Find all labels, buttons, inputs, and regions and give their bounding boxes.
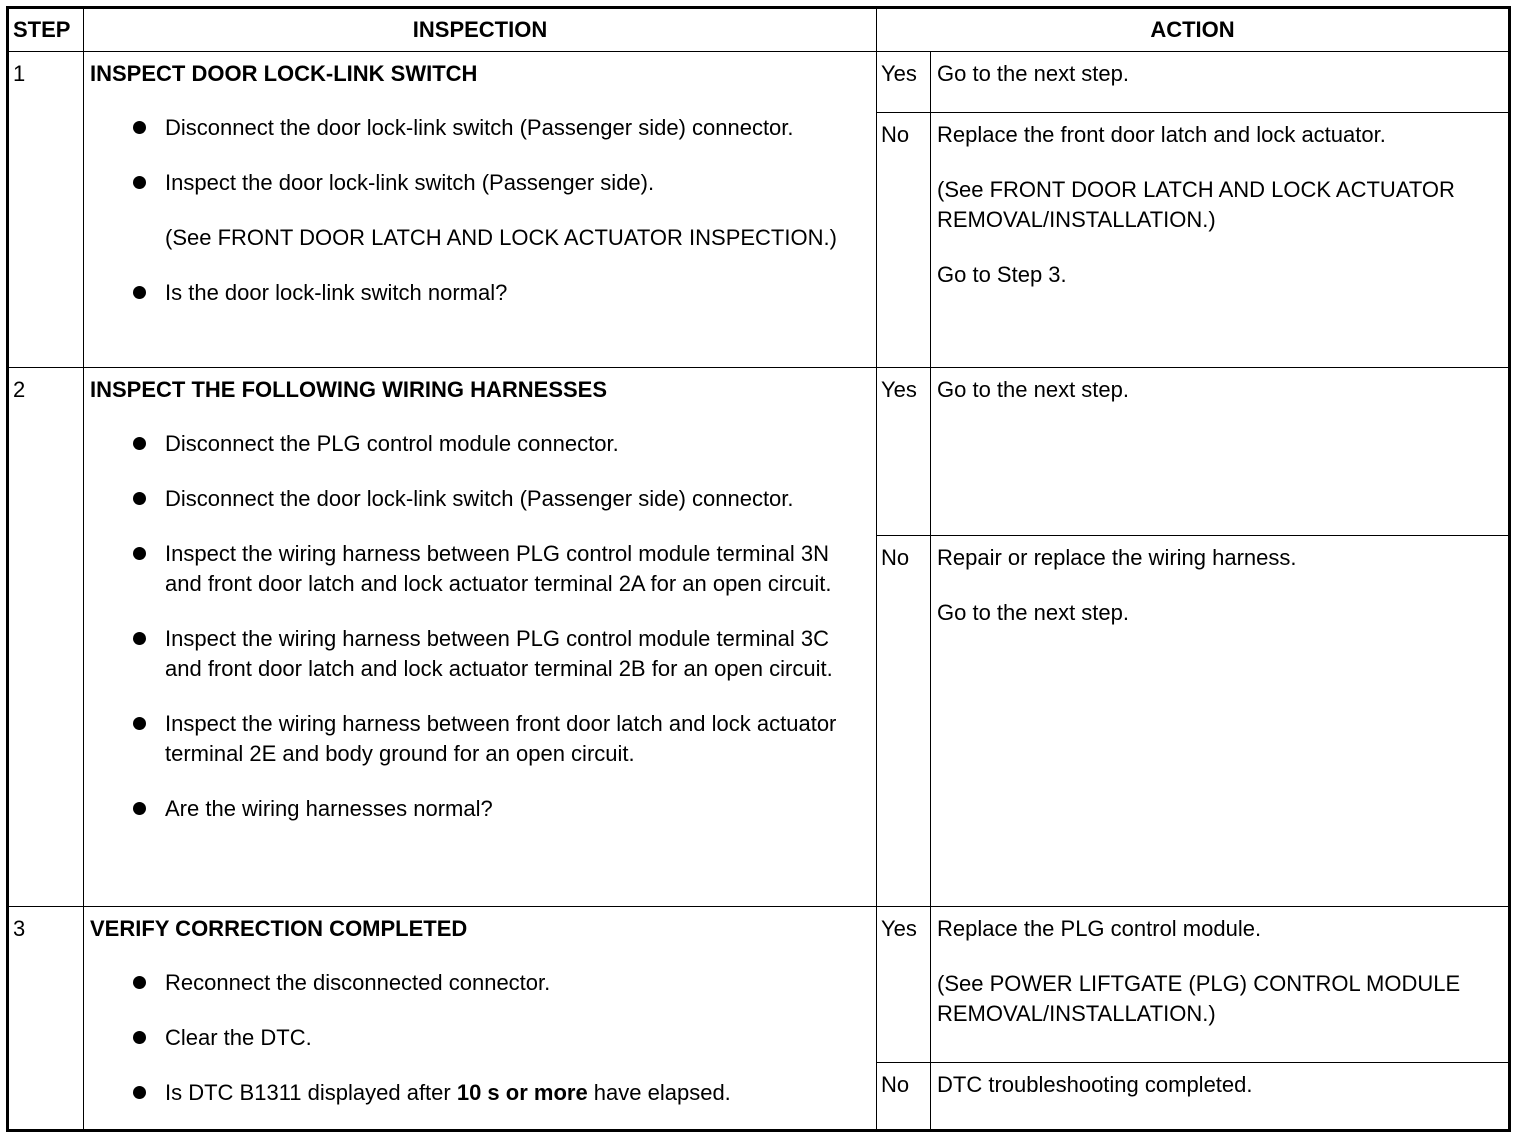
- bullet-icon: [133, 1031, 146, 1044]
- step-3-yes-action: Replace the PLG control module. (See POWER LIFTGATE (PLG) CONTROL MODULE REMOVAL/INSTALLATION.): [931, 907, 1510, 1063]
- step-3-no-action: DTC troubleshooting completed.: [931, 1063, 1510, 1131]
- step-1-no-label: No: [877, 113, 931, 368]
- list-item: Disconnect the PLG control module connector.: [90, 429, 870, 459]
- emphasis-duration: 10 s or more: [456, 1080, 588, 1106]
- inspection-header: INSPECTION: [84, 8, 877, 52]
- step-1-no-action: Replace the front door latch and lock actuator. (See FRONT DOOR LATCH AND LOCK ACTUATOR REMOVAL/INSTALLATION.) Go to Step 3.: [931, 113, 1510, 368]
- step-1-yes-row: [8, 52, 1510, 113]
- bullet-icon: [133, 802, 146, 815]
- list-item: Are the wiring harnesses normal?: [90, 794, 870, 824]
- list-item: Inspect the door lock-link switch (Passenger side). (See FRONT DOOR LATCH AND LOCK ACTUATOR INSPECTION.): [90, 168, 870, 253]
- step-2-number: 2: [8, 367, 84, 906]
- list-item: Reconnect the disconnected connector.: [90, 968, 870, 998]
- step-1-yes-action: Go to the next step.: [931, 52, 1510, 113]
- step-1-yes-label: Yes: [877, 52, 931, 113]
- step-2-no-action: Repair or replace the wiring harness. Go to the next step.: [931, 535, 1510, 906]
- step-3-yes-row: [8, 907, 1510, 1063]
- bullet-icon: [133, 976, 146, 989]
- step-1-title: INSPECT DOOR LOCK-LINK SWITCH: [90, 61, 478, 86]
- bullet-icon: [133, 717, 146, 730]
- list-item: Disconnect the door lock-link switch (Passenger side) connector.: [90, 113, 870, 143]
- list-item: Inspect the wiring harness between PLG control module terminal 3N and front door latch and lock actuator terminal 2A for an open circuit.: [90, 539, 870, 599]
- step-3-yes-label: Yes: [877, 907, 931, 1063]
- list-item: Inspect the wiring harness between PLG control module terminal 3C and front door latch and lock actuator terminal 2B for an open circuit.: [90, 624, 870, 684]
- step-1-number: 1: [8, 52, 84, 368]
- step-3-number: 3: [8, 907, 84, 1131]
- step-1-inspection: [84, 52, 877, 368]
- bullet-icon: [133, 121, 146, 134]
- step-1-items: [90, 113, 870, 308]
- bullet-icon: [133, 547, 146, 560]
- bullet-icon: [133, 176, 146, 189]
- step-header: STEP: [8, 8, 84, 52]
- list-item: Clear the DTC.: [90, 1023, 870, 1053]
- list-item: Is DTC B1311 displayed after 10 s or more have elapsed.: [90, 1078, 870, 1108]
- step-3-items: [90, 968, 870, 1108]
- step-2-title: INSPECT THE FOLLOWING WIRING HARNESSES: [90, 376, 608, 402]
- bullet-icon: [133, 492, 146, 505]
- list-item: Inspect the wiring harness between front door latch and lock actuator terminal 2E and body ground for an open circuit.: [90, 709, 870, 769]
- bullet-icon: [133, 437, 146, 450]
- troubleshooting-table: [6, 6, 1511, 1132]
- step-2-items: [90, 429, 870, 824]
- reference-note: (See FRONT DOOR LATCH AND LOCK ACTUATOR INSPECTION.): [165, 225, 837, 250]
- bullet-icon: [133, 632, 146, 645]
- step-2-yes-action: Go to the next step.: [931, 367, 1510, 535]
- step-3-inspection: [84, 907, 877, 1131]
- step-3-no-label: No: [877, 1063, 931, 1131]
- step-2-yes-label: Yes: [877, 367, 931, 535]
- step-2-yes-row: [8, 367, 1510, 535]
- step-2-no-label: No: [877, 535, 931, 906]
- bullet-icon: [133, 1086, 146, 1099]
- list-item: Disconnect the door lock-link switch (Passenger side) connector.: [90, 484, 870, 514]
- step-2-inspection: [84, 367, 877, 906]
- step-3-title: VERIFY CORRECTION COMPLETED: [90, 916, 468, 942]
- header-row: [8, 8, 1510, 52]
- bullet-icon: [133, 286, 146, 299]
- list-item: Is the door lock-link switch normal?: [90, 278, 870, 308]
- action-header: ACTION: [877, 8, 1510, 52]
